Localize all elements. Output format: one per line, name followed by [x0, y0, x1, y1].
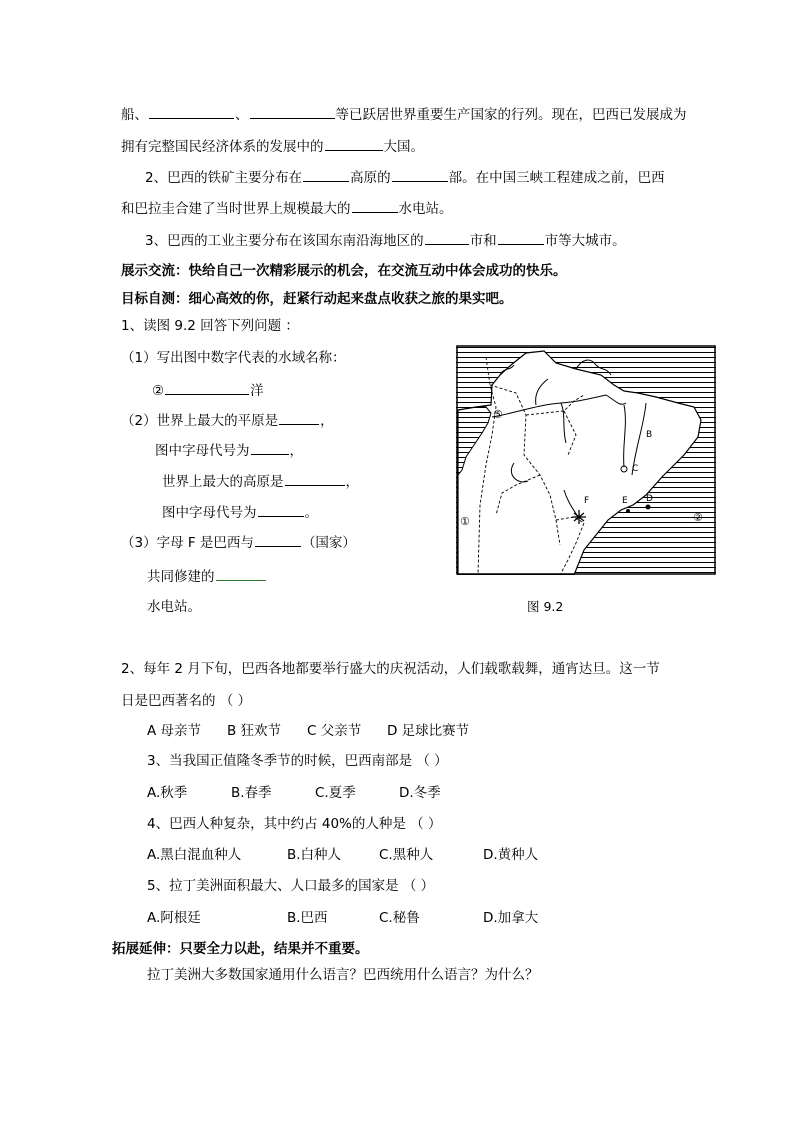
option[interactable]: D 足球比赛节	[387, 723, 470, 739]
option[interactable]: C.黑种人	[379, 847, 434, 863]
task-1-sub-1-answer: ② 洋	[152, 383, 264, 399]
option[interactable]: D.冬季	[399, 785, 441, 801]
map-label-d: D	[646, 494, 653, 504]
task-1-sub-2c: 世界上最大的高原是 ，	[162, 474, 359, 490]
task-1-sub-2d: 图中字母代号为 。	[162, 505, 318, 521]
map-label-c: C	[632, 464, 639, 474]
city-dot-d	[646, 505, 651, 510]
blank[interactable]	[285, 472, 345, 486]
task-1-sub-3a: （3）字母 F 是巴西与 （国家）	[121, 535, 356, 551]
map-label-two: ②	[693, 511, 703, 524]
top-line-1: 船、 、 等已跃居世界重要生产国家的行列。现在，巴西已发展成为	[121, 107, 687, 123]
city-dot-e	[626, 509, 630, 513]
option[interactable]: A.秋季	[147, 785, 188, 801]
mc-question-5: 5、拉丁美洲面积最大、人口最多的国家是 （ ）	[147, 878, 435, 894]
map-label-five: ⑤	[493, 408, 503, 421]
question-2-line-2: 和巴拉圭合建了当时世界上规模最大的 水电站。	[121, 201, 453, 217]
blank[interactable]	[255, 533, 301, 547]
task-1-sub-1: （1）写出图中数字代表的水域名称：	[121, 350, 346, 366]
task-1-sub-2b: 图中字母代号为 ，	[155, 443, 303, 459]
blank[interactable]	[498, 231, 544, 245]
blank[interactable]	[216, 567, 266, 581]
option[interactable]: D.黄种人	[483, 847, 539, 863]
option[interactable]: B.巴西	[287, 910, 328, 926]
mc-question-2-line-1: 2、每年 2 月下旬，巴西各地都要举行盛大的庆祝活动，人们载歌载舞，通宵达旦。这一节	[121, 661, 660, 677]
task-1-sub-2a: （2）世界上最大的平原是 ，	[121, 413, 334, 429]
map-label-f: F	[584, 496, 590, 506]
task-1-sub-3c: 水电站。	[147, 599, 201, 615]
option[interactable]: A 母亲节	[147, 723, 202, 739]
mc-question-3-options	[147, 784, 441, 802]
map-figure	[456, 345, 716, 575]
blank[interactable]	[250, 105, 335, 119]
mc-question-2-options	[147, 722, 469, 740]
blank[interactable]	[392, 168, 448, 182]
blank[interactable]	[279, 411, 319, 425]
option[interactable]: D.加拿大	[483, 910, 539, 926]
map-label-one: ①	[460, 515, 470, 528]
mc-question-4: 4、巴西人种复杂，其中约占 40%的人种是 （ ）	[147, 816, 442, 832]
blank[interactable]	[258, 503, 304, 517]
final-question: 拉丁美洲大多数国家通用什么语言？巴西统用什么语言？为什么？	[147, 967, 539, 983]
option[interactable]: C.秘鲁	[379, 910, 420, 926]
section-show: 展示交流：快给自己一次精彩展示的机会，在交流互动中体会成功的快乐。	[121, 263, 567, 279]
task-1-intro: 1、读图 9.2 回答下列问题 ：	[121, 318, 299, 334]
blank[interactable]	[352, 199, 398, 213]
option[interactable]: A.黑白混血种人	[147, 847, 242, 863]
mc-question-5-options	[147, 909, 538, 927]
mc-question-2-line-2: 日是巴西著名的 （ ）	[121, 693, 252, 709]
mc-question-4-options	[147, 846, 538, 864]
option[interactable]: C 父亲节	[307, 723, 362, 739]
question-2-line-1: 2、巴西的铁矿主要分布在 高原的 部。在中国三峡工程建成之前，巴西	[145, 170, 665, 186]
mc-question-3: 3、当我国正值隆冬季节的时候，巴西南部是 （ ）	[147, 753, 448, 769]
map-label-e: E	[622, 496, 628, 506]
section-test: 目标自测：细心高效的你，赶紧行动起来盘点收获之旅的果实吧。	[121, 291, 513, 307]
blank[interactable]	[303, 168, 349, 182]
blank[interactable]	[325, 137, 383, 151]
top-line-2: 拥有完整国民经济体系的发展中的 大国。	[121, 139, 424, 155]
option[interactable]: B.白种人	[287, 847, 342, 863]
map-caption: 图 9.2	[527, 599, 564, 614]
question-3: 3、巴西的工业主要分布在该国东南沿海地区的 市和 市等大城市。	[145, 233, 626, 249]
section-extend: 拓展延伸：只要全力以赴，结果并不重要。	[112, 941, 369, 957]
option[interactable]: B.春季	[231, 785, 272, 801]
map-label-b: B	[646, 430, 653, 440]
blank[interactable]	[425, 231, 469, 245]
option[interactable]: A.阿根廷	[147, 910, 201, 926]
blank[interactable]	[251, 441, 289, 455]
blank[interactable]	[149, 105, 234, 119]
blank[interactable]	[165, 381, 249, 395]
option[interactable]: B 狂欢节	[227, 723, 282, 739]
option[interactable]: C.夏季	[315, 785, 356, 801]
task-1-sub-3b: 共同修建的	[147, 567, 267, 586]
